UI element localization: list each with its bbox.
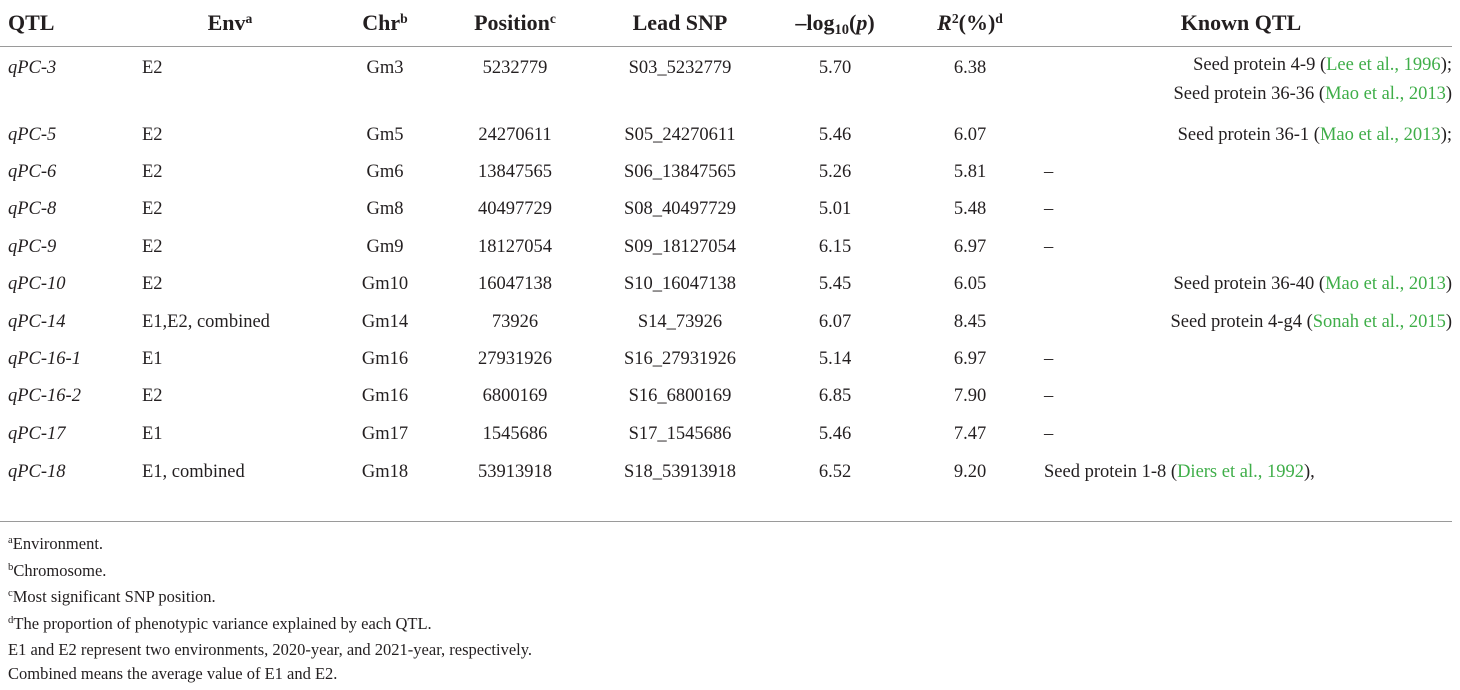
known-qtl-text: Seed protein 4-9 (	[1193, 55, 1327, 75]
cell-lead-snp: S17_1545686	[628, 423, 732, 444]
header-known-qtl-label: Known QTL	[1180, 10, 1302, 35]
table-row	[0, 341, 1452, 378]
cell-env: E2	[142, 274, 163, 295]
cell-logp: 5.46	[818, 124, 852, 145]
cell-logp: 5.46	[818, 423, 852, 444]
footnote-b	[8, 559, 532, 586]
header-qtl	[0, 0, 140, 47]
cell-known-qtl	[1030, 453, 1452, 491]
cell-logp: 5.01	[818, 199, 852, 220]
table-footnotes	[8, 532, 532, 686]
cell-position: 13847565	[478, 162, 552, 183]
table-row	[0, 154, 1452, 191]
cell-position: 73926	[491, 311, 539, 332]
cell-logp: 5.45	[818, 274, 852, 295]
footnote-a-text: Environment.	[12, 534, 104, 553]
cell-qtl: qPC-8	[8, 199, 57, 220]
citation-link[interactable]: Mao et al., 2013	[1325, 274, 1446, 295]
footnote-mark-d: d	[995, 10, 1003, 26]
cell-r2: 7.47	[953, 423, 987, 444]
cell-qtl: qPC-9	[8, 236, 57, 257]
cell-r2: 6.97	[953, 236, 987, 257]
cell-lead-snp: S05_24270611	[624, 124, 736, 145]
table-row	[0, 266, 1452, 303]
cell-r2: 5.48	[953, 199, 987, 220]
cell-r2: 8.45	[953, 311, 987, 332]
cell-known-qtl	[1030, 266, 1452, 303]
cell-logp: 6.07	[818, 311, 852, 332]
header-qtl-label: QTL	[8, 10, 55, 35]
footnote-d-mark: d	[8, 613, 14, 626]
cell-chr: Gm18	[361, 461, 409, 482]
known-qtl-line-1	[1030, 51, 1452, 80]
header-r2-percent: (%)	[958, 10, 996, 35]
table-row	[0, 303, 1452, 340]
table-body	[0, 47, 1452, 492]
footnote-a	[8, 532, 532, 559]
known-qtl-text-end: );	[1440, 55, 1452, 75]
footnote-environments: E1 and E2 represent two environments, 2020-year, and 2021-year, respectively.	[8, 640, 533, 660]
header-position	[430, 0, 600, 47]
table-bottom-rule	[0, 521, 1452, 522]
cell-qtl: qPC-3	[8, 58, 57, 78]
cell-r2: 6.05	[953, 274, 987, 295]
citation-link[interactable]: Mao et al., 2013	[1319, 124, 1441, 145]
known-qtl-text: Seed protein 4-g4 (	[1170, 311, 1313, 332]
header-known-qtl	[1030, 0, 1452, 47]
cell-r2: 6.07	[953, 124, 987, 145]
header-logp	[760, 0, 910, 47]
header-lead-snp-label: Lead SNP	[632, 10, 728, 35]
cell-chr: Gm5	[366, 124, 404, 145]
cell-known-qtl: –	[1044, 236, 1054, 257]
cell-position: 27931926	[478, 349, 552, 370]
cell-chr: Gm10	[361, 274, 409, 295]
known-qtl-line-2	[1030, 80, 1452, 109]
cell-known-qtl: –	[1044, 349, 1054, 370]
cell-known-qtl: –	[1044, 386, 1054, 407]
cell-env: E2	[142, 199, 163, 220]
footnote-c-text: Most significant SNP position.	[12, 587, 216, 607]
known-qtl-text-end: ),	[1303, 461, 1315, 482]
known-qtl-text-end: )	[1445, 311, 1452, 332]
header-env-label: Env	[207, 10, 246, 35]
table-row	[0, 47, 1452, 117]
header-logp-subscript: 10	[834, 22, 849, 39]
cell-position: 16047138	[478, 274, 552, 295]
footnote-c-mark: c	[8, 587, 13, 600]
cell-chr: Gm8	[366, 199, 404, 220]
footnote-mark-c: c	[549, 10, 556, 26]
footnote-combined: Combined means the average value of E1 and E2.	[8, 663, 338, 683]
cell-r2: 9.20	[953, 461, 987, 482]
cell-position: 18127054	[478, 236, 552, 257]
cell-env: E1	[142, 423, 163, 444]
cell-env: E2	[142, 58, 163, 78]
cell-env: E1,E2, combined	[142, 311, 270, 332]
cell-env: E1	[142, 349, 163, 370]
cell-r2: 6.97	[953, 349, 987, 370]
cell-chr: Gm3	[366, 58, 404, 78]
cell-logp: 5.70	[818, 58, 852, 78]
cell-chr: Gm17	[361, 423, 409, 444]
header-r2-superscript: 2	[951, 10, 959, 26]
cell-chr: Gm9	[366, 236, 404, 257]
cell-qtl: qPC-5	[8, 124, 57, 145]
header-r2	[910, 0, 1030, 47]
cell-r2: 5.81	[953, 162, 987, 183]
cell-lead-snp: S18_53913918	[623, 461, 737, 482]
cell-known-qtl	[1030, 117, 1452, 154]
citation-link[interactable]: Lee et al., 1996	[1326, 55, 1441, 75]
cell-lead-snp: S03_5232779	[628, 58, 732, 78]
cell-logp: 5.14	[818, 349, 852, 370]
cell-lead-snp: S08_40497729	[623, 199, 737, 220]
footnote-b-mark: b	[8, 560, 14, 573]
table-row	[0, 229, 1452, 266]
footnote-d	[8, 612, 532, 639]
cell-known-qtl: –	[1044, 199, 1054, 220]
citation-link[interactable]: Diers et al., 1992	[1177, 461, 1304, 482]
cell-known-qtl	[1030, 47, 1452, 117]
header-chr	[340, 0, 430, 47]
cell-env: E1, combined	[142, 461, 245, 482]
cell-logp: 6.15	[818, 236, 852, 257]
table-row	[0, 416, 1452, 453]
cell-env: E2	[142, 386, 163, 407]
known-qtl-text-end: )	[1445, 84, 1452, 104]
header-env	[140, 0, 340, 47]
cell-qtl: qPC-17	[8, 423, 66, 444]
known-qtl-text: Seed protein 36-40 (	[1173, 274, 1326, 295]
cell-known-qtl: –	[1044, 423, 1054, 444]
footnote-c	[8, 585, 532, 612]
header-row	[0, 0, 1452, 47]
cell-env: E2	[142, 124, 163, 145]
citation-link[interactable]: Mao et al., 2013	[1325, 84, 1446, 104]
cell-env: E2	[142, 162, 163, 183]
footnote-mark-b: b	[400, 10, 408, 26]
table-row	[0, 453, 1452, 491]
header-lead-snp	[600, 0, 760, 47]
known-qtl-text: Seed protein 1-8 (	[1044, 461, 1178, 482]
table-row	[0, 378, 1452, 415]
cell-qtl: qPC-16-2	[8, 386, 81, 407]
cell-logp: 6.85	[818, 386, 852, 407]
header-logp-prefix: –log	[795, 10, 835, 35]
known-qtl-text-end: );	[1440, 124, 1452, 145]
cell-qtl: qPC-18	[8, 461, 66, 482]
footnote-a-mark: a	[8, 534, 13, 547]
cell-known-qtl	[1030, 303, 1452, 340]
cell-chr: Gm14	[361, 311, 409, 332]
cell-lead-snp: S16_6800169	[628, 386, 732, 407]
cell-logp: 5.26	[818, 162, 852, 183]
cell-logp: 6.52	[818, 461, 852, 482]
cell-known-qtl: –	[1044, 162, 1054, 183]
cell-lead-snp: S16_27931926	[623, 349, 737, 370]
cell-r2: 7.90	[953, 386, 987, 407]
table-row	[0, 191, 1452, 228]
cell-r2: 6.38	[953, 58, 987, 78]
header-r2-r: R	[937, 10, 952, 35]
footnote-d-text: The proportion of phenotypic variance explained by each QTL.	[13, 613, 432, 633]
header-chr-label: Chr	[362, 10, 401, 35]
known-qtl-text: Seed protein 36-1 (	[1177, 124, 1320, 145]
citation-link[interactable]: Sonah et al., 2015	[1312, 311, 1446, 332]
cell-position: 24270611	[478, 124, 552, 145]
header-logp-p: p	[856, 10, 868, 35]
cell-lead-snp: S06_13847565	[623, 162, 737, 183]
cell-position: 5232779	[482, 58, 548, 78]
header-logp-open: (	[848, 10, 857, 35]
cell-lead-snp: S10_16047138	[623, 274, 737, 295]
table-row	[0, 117, 1452, 154]
header-position-label: Position	[474, 10, 550, 35]
footnote-b-text: Chromosome.	[13, 560, 107, 580]
cell-qtl: qPC-14	[8, 311, 66, 332]
cell-qtl: qPC-6	[8, 162, 57, 183]
cell-env: E2	[142, 236, 163, 257]
footnote-mark-a: a	[245, 10, 253, 26]
cell-qtl: qPC-10	[8, 274, 66, 295]
cell-lead-snp: S09_18127054	[623, 236, 737, 257]
cell-position: 40497729	[478, 199, 552, 220]
table-header	[0, 0, 1452, 47]
cell-chr: Gm16	[361, 386, 409, 407]
cell-chr: Gm16	[361, 349, 409, 370]
known-qtl-text: Seed protein 36-36 (	[1173, 84, 1326, 104]
cell-qtl: qPC-16-1	[8, 349, 81, 370]
header-logp-close: )	[867, 10, 875, 35]
cell-position: 53913918	[478, 461, 552, 482]
cell-lead-snp: S14_73926	[637, 311, 723, 332]
cell-chr: Gm6	[366, 162, 404, 183]
known-qtl-text-end: )	[1445, 274, 1452, 295]
cell-position: 1545686	[482, 423, 548, 444]
cell-position: 6800169	[482, 386, 548, 407]
